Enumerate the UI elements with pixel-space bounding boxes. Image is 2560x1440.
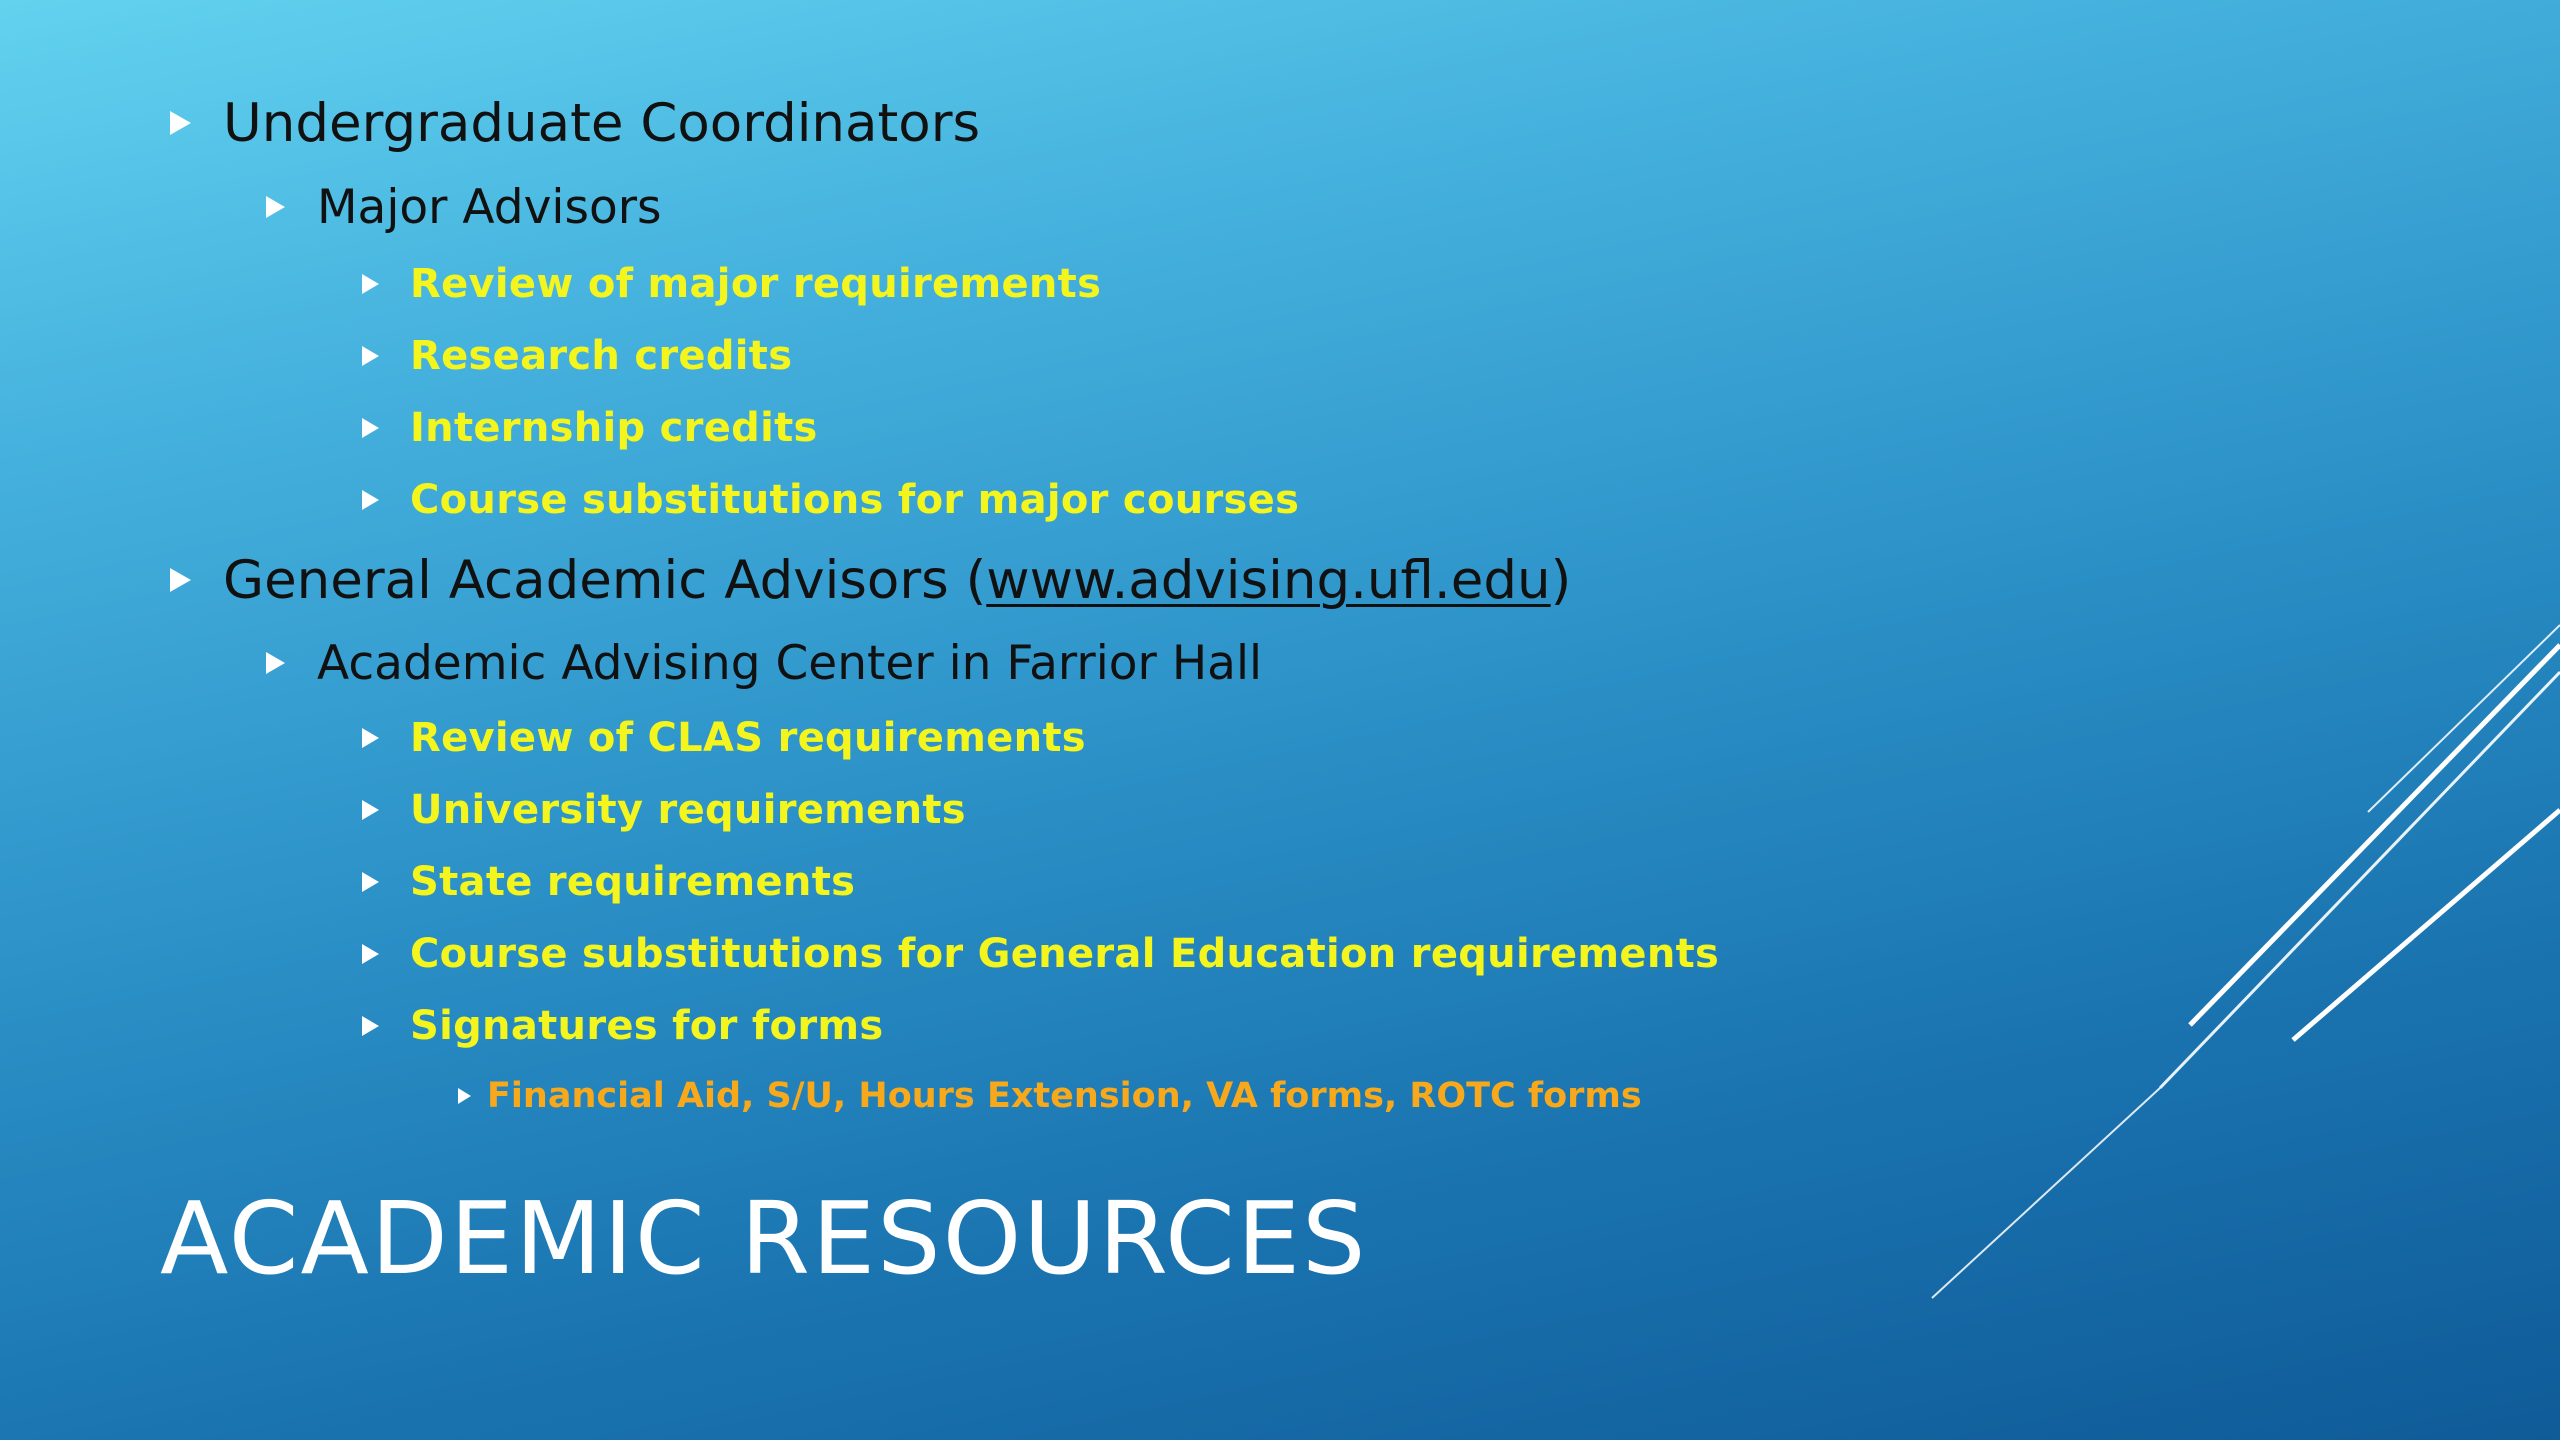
bullet-text: Review of CLAS requirements [410,715,1086,761]
bullet-financial-aid-forms [458,1070,1642,1122]
bullet-undergraduate-coordinators [170,88,980,158]
bullet-general-academic-advisors [170,544,1571,616]
bullet-text: Undergraduate Coordinators [223,92,981,154]
bullet-arrow-icon [362,490,379,510]
bullet-text: Course substitutions for major courses [410,477,1300,523]
deco-line-4 [2293,810,2560,1040]
bullet-review-major-requirements [362,256,1101,312]
bullet-arrow-icon [362,872,379,892]
deco-line-5 [1932,1088,2160,1298]
bullet-text [223,550,1571,611]
bullet-review-clas-requirements [362,710,1086,766]
bullet-text: State requirements [410,859,856,905]
deco-line-3 [2160,672,2560,1088]
bullet-internship-credits [362,400,818,456]
bullet-course-substitutions-major [362,472,1299,528]
slide-title: ACADEMIC RESOURCES [160,1180,1368,1297]
bullet-text: Internship credits [410,405,818,451]
bullet-text: Course substitutions for General Education requirements [410,931,1720,977]
bullet-text: Review of major requirements [410,261,1102,307]
bullet-arrow-icon [362,274,379,294]
bullet-arrow-icon [362,728,379,748]
advising-website-link[interactable]: www.advising.ufl.edu [986,549,1551,611]
bullet-university-requirements [362,782,966,838]
bullet-text: Academic Advising Center in Farrior Hall [317,635,1263,691]
bullet-state-requirements [362,854,855,910]
bullet-arrow-icon [458,1088,471,1104]
bullet-arrow-icon [170,111,191,135]
bullet-text: University requirements [410,787,966,833]
heading-suffix: ) [1550,549,1572,611]
deco-line-1 [2368,625,2560,812]
bullet-research-credits [362,328,792,384]
bullet-text: Signatures for forms [410,1003,884,1049]
bullet-course-substitutions-gen-ed [362,926,1719,982]
bullet-arrow-icon [362,800,379,820]
bullet-academic-advising-center [266,632,1262,694]
bullet-arrow-icon [266,652,285,674]
bullet-arrow-icon [362,418,379,438]
bullet-arrow-icon [362,346,379,366]
bullet-major-advisors [266,176,662,238]
bullet-arrow-icon [170,568,191,592]
bullet-arrow-icon [362,1016,379,1036]
bullet-arrow-icon [362,944,379,964]
bullet-text: Research credits [410,333,793,379]
bullet-arrow-icon [266,196,285,218]
heading-prefix: General Academic Advisors ( [223,549,987,611]
bullet-signatures-for-forms [362,998,883,1054]
bullet-text: Financial Aid, S/U, Hours Extension, VA forms, ROTC forms [487,1076,1642,1116]
bullet-text: Major Advisors [317,179,662,235]
